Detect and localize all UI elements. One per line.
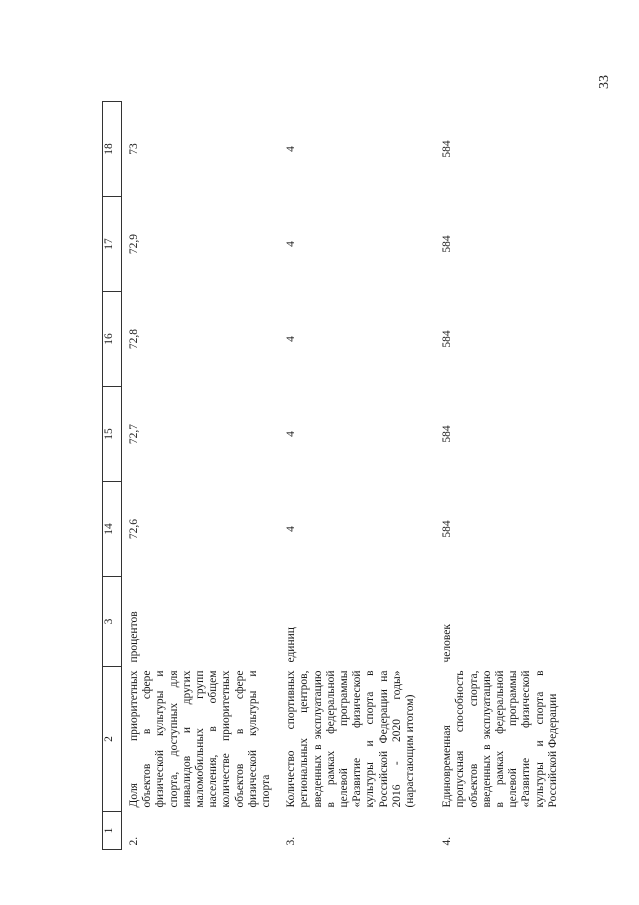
value-14: 72,6 xyxy=(128,518,140,540)
value-15: 72,7 xyxy=(128,423,140,445)
value-17: 72,9 xyxy=(128,233,140,255)
value-15: 584 xyxy=(441,425,454,443)
value-15: 4 xyxy=(285,431,298,437)
value-16: 584 xyxy=(441,330,454,348)
value-18: 4 xyxy=(285,146,298,152)
header-col-2: 2 xyxy=(103,667,122,812)
indicators-table xyxy=(102,101,562,850)
value-16: 4 xyxy=(285,336,298,342)
value-18: 584 xyxy=(441,140,454,158)
value-17: 584 xyxy=(441,235,454,253)
unit: процентов xyxy=(128,611,140,663)
table-row xyxy=(275,102,437,850)
table-row xyxy=(437,102,562,850)
header-col-16: 16 xyxy=(103,292,122,387)
header-col-1: 1 xyxy=(103,812,122,850)
unit: человек xyxy=(441,624,454,663)
header-col-14: 14 xyxy=(103,482,122,577)
value-17: 4 xyxy=(285,241,298,247)
header-col-3: 3 xyxy=(103,577,122,667)
page-number: 33 xyxy=(597,75,612,89)
value-14: 4 xyxy=(285,526,298,532)
row-number: 2. xyxy=(128,836,140,846)
rotated-table-container xyxy=(102,72,559,850)
indicator-name: Доля приоритетных объектов в сфере физической культуры и спорта, доступных для инвалидов и других маломобильных групп населения, в общем количестве приоритетных объектов в сфере физической культуры и спорта xyxy=(128,670,273,808)
header-col-17: 17 xyxy=(103,197,122,292)
value-18: 73 xyxy=(128,143,140,155)
indicator-name: Количество спортивных региональных центров, введенных в эксплуатацию в рамках федеральной целевой программы «Развитие физической культуры и спорта в Российской Федерации на 2016 - 2020 годы» (нарастающим итогом) xyxy=(285,670,417,808)
value-14: 584 xyxy=(441,520,454,538)
indicator-name: Единовременная пропускная способность объектов спорта, введенных в эксплуатацию в рамках федеральной целевой программы «Развитие физической культуры и спорта в Российской Федерации xyxy=(441,670,559,808)
unit: единиц xyxy=(285,627,298,663)
row-number: 3. xyxy=(285,836,298,846)
row-number: 4. xyxy=(441,836,454,846)
table-row xyxy=(122,102,276,850)
header-col-15: 15 xyxy=(103,387,122,482)
header-row xyxy=(103,102,122,850)
header-col-18: 18 xyxy=(103,102,122,197)
value-16: 72,8 xyxy=(128,328,140,350)
